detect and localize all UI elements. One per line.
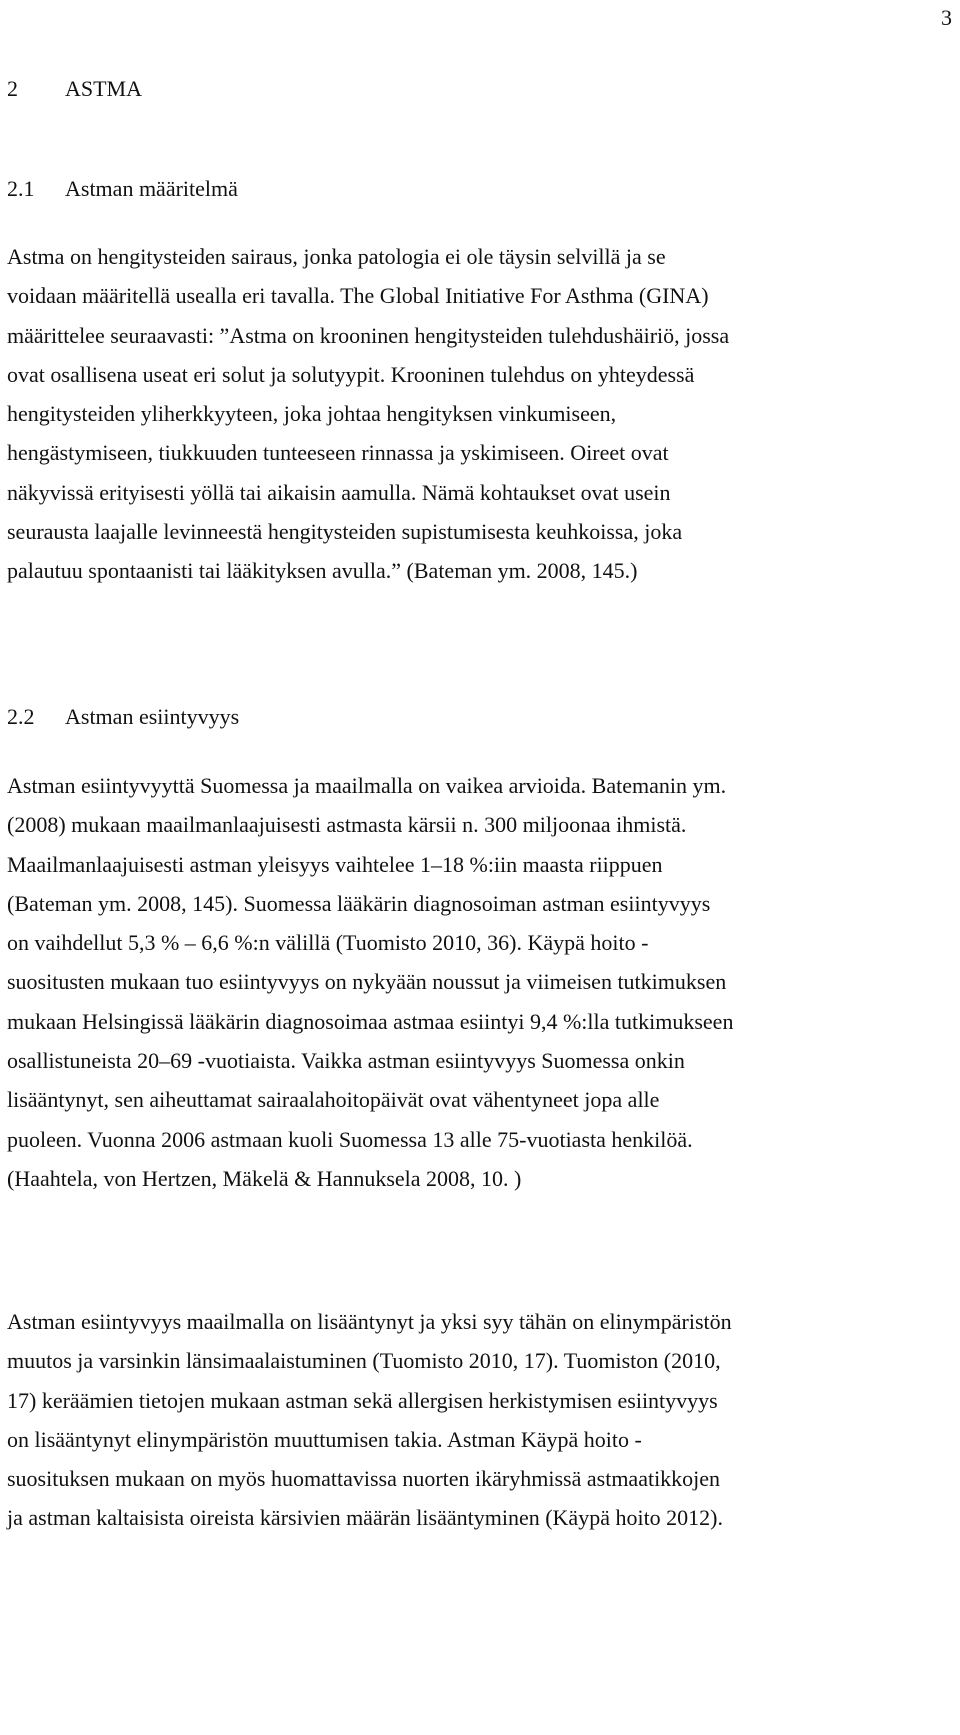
paragraph-line: mukaan Helsingissä lääkärin diagnosoimaa astmaa esiintyi 9,4 %:lla tutkimukseen bbox=[7, 1008, 734, 1034]
page-number: 3 bbox=[941, 5, 952, 30]
paragraph-line: osallistuneista 20–69 -vuotiaista. Vaikka astman esiintyvyys Suomessa onkin bbox=[7, 1048, 685, 1074]
paragraph-line: hengitysteiden yliherkkyyteen, joka johtaa hengityksen vinkumiseen, bbox=[7, 401, 617, 427]
paragraph-line: seurausta laajalle levinneestä hengitysteiden supistumisesta keuhkoissa, joka bbox=[7, 519, 683, 545]
paragraph-line: (2008) mukaan maailmanlaajuisesti astmasta kärsii n. 300 miljoonaa ihmistä. bbox=[7, 812, 687, 838]
paragraph-line: hengästymiseen, tiukkuuden tunteeseen rinnassa ja yskimiseen. Oireet ovat bbox=[7, 440, 669, 466]
paragraph-line: suositusten mukaan tuo esiintyvyys on nykyään noussut ja viimeisen tutkimuksen bbox=[7, 969, 727, 995]
chapter-heading bbox=[7, 75, 142, 103]
paragraph-line: ja astman kaltaisista oireista kärsivien määrän lisääntyminen (Käypä hoito 2012). bbox=[7, 1505, 724, 1531]
paragraph-line: (Bateman ym. 2008, 145). Suomessa lääkärin diagnosoiman astman esiintyvyys bbox=[7, 890, 711, 916]
paragraph-line: (Haahtela, von Hertzen, Mäkelä & Hannuksela 2008, 10. ) bbox=[7, 1165, 522, 1191]
chapter-number: 2 bbox=[7, 76, 18, 101]
paragraph-line: määrittelee seuraavasti: ”Astma on krooninen hengitysteiden tulehdushäiriö, jossa bbox=[7, 322, 730, 348]
section-number: 2.1 bbox=[7, 176, 35, 201]
section-title: Astman määritelmä bbox=[65, 176, 238, 201]
chapter-title: ASTMA bbox=[65, 76, 143, 101]
paragraph-line: palautuu spontaanisti tai lääkityksen avulla.” (Bateman ym. 2008, 145.) bbox=[7, 558, 638, 584]
paragraph-line: Maailmanlaajuisesti astman yleisyys vaihtelee 1–18 %:iin maasta riippuen bbox=[7, 851, 663, 877]
increase-paragraph bbox=[7, 1302, 877, 1538]
paragraph-line: on vaihdellut 5,3 % – 6,6 %:n välillä (Tuomisto 2010, 36). Käypä hoito - bbox=[7, 930, 649, 956]
section-title: Astman esiintyvyys bbox=[65, 704, 240, 729]
definition-paragraph bbox=[7, 237, 877, 591]
section-heading-2-1 bbox=[7, 175, 238, 203]
paragraph-line: suosituksen mukaan on myös huomattavissa nuorten ikäryhmissä astmaatikkojen bbox=[7, 1466, 721, 1492]
section-number: 2.2 bbox=[7, 704, 35, 729]
paragraph-line: ovat osallisena useat eri solut ja solutyypit. Krooninen tulehdus on yhteydessä bbox=[7, 361, 695, 387]
paragraph-line: näkyvissä erityisesti yöllä tai aikaisin aamulla. Nämä kohtaukset ovat usein bbox=[7, 479, 671, 505]
paragraph-line: on lisääntynyt elinympäristön muuttumisen takia. Astman Käypä hoito - bbox=[7, 1426, 642, 1452]
paragraph-line: Astman esiintyvyyttä Suomessa ja maailmalla on vaikea arvioida. Batemanin ym. bbox=[7, 773, 727, 798]
prevalence-paragraph bbox=[7, 766, 877, 1198]
paragraph-line: puoleen. Vuonna 2006 astmaan kuoli Suomessa 13 alle 75-vuotiasta henkilöä. bbox=[7, 1126, 693, 1152]
paragraph-line: voidaan määritellä usealla eri tavalla. The Global Initiative For Asthma (GINA) bbox=[7, 283, 709, 309]
paragraph-line: 17) keräämien tietojen mukaan astman sekä allergisen herkistymisen esiintyvyys bbox=[7, 1387, 718, 1413]
section-heading-2-2 bbox=[7, 703, 239, 731]
paragraph-line: muutos ja varsinkin länsimaalaistuminen (Tuomisto 2010, 17). Tuomiston (2010, bbox=[7, 1348, 721, 1374]
paragraph-line: Astman esiintyvyys maailmalla on lisääntynyt ja yksi syy tähän on elinympäristön bbox=[7, 1309, 732, 1334]
paragraph-line: lisääntynyt, sen aiheuttamat sairaalahoitopäivät ovat vähentyneet jopa alle bbox=[7, 1087, 660, 1113]
paragraph-line: Astma on hengitysteiden sairaus, jonka patologia ei ole täysin selvillä ja se bbox=[7, 244, 666, 269]
